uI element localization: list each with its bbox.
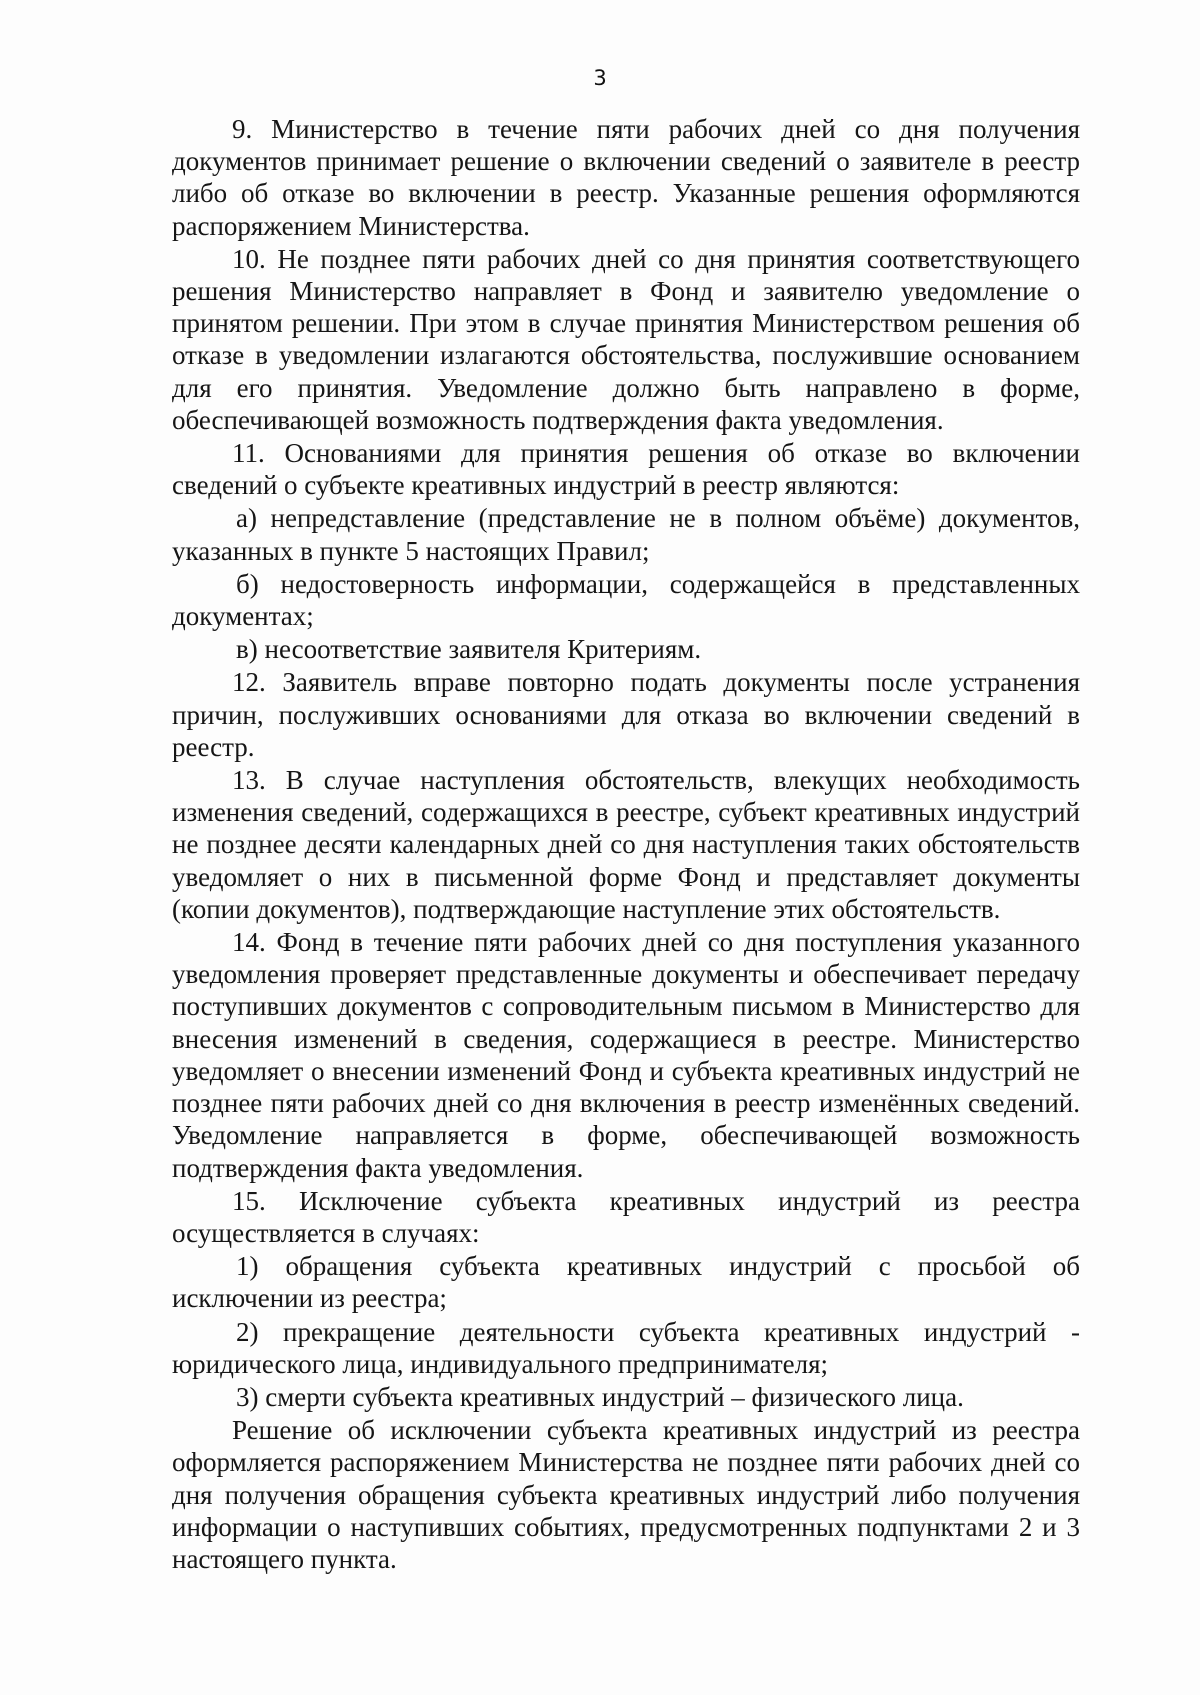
- paragraph-15-decision: Решение об исключении субъекта креативных индустрий из реестра оформляется распоряжением Министерства не позднее пяти рабочих дней со дня получения обращения субъекта креативных индустрий либо получения информации о наступивших событиях, предусмотренных подпунктами 2 и 3 настоящего пункта.: [172, 1415, 1080, 1574]
- subitem-2: 2) прекращение деятельности субъекта креативных индустрий - юридического лица, индивидуального предпринимателя;: [172, 1316, 1080, 1379]
- page-number: 3: [593, 66, 607, 90]
- document-body: [172, 113, 1080, 1576]
- subitem-1: 1) обращения субъекта креативных индустрий с просьбой об исключении из реестра;: [172, 1251, 1080, 1314]
- paragraph-10: 10. Не позднее пяти рабочих дней со дня принятия соответствующего решения Министерство направляет в Фонд и заявителю уведомление о принятом решении. При этом в случае принятия Министерством решения об отказе в уведомлении излагаются обстоятельства, послужившие основанием для его принятия. Уведомление должно быть направлено в форме, обеспечивающей возможность подтверждения факта уведомления.: [172, 243, 1080, 435]
- subitem-3: 3) смерти субъекта креативных индустрий – физического лица.: [236, 1381, 964, 1412]
- paragraph-13: 13. В случае наступления обстоятельств, влекущих необходимость изменения сведений, содержащихся в реестре, субъект креативных индустрий не позднее десяти календарных дней со дня наступления таких обстоятельств уведомляет о них в письменной форме Фонд и представляет документы (копии документов), подтверждающие наступление этих обстоятельств.: [172, 765, 1080, 924]
- subitem-b: б) недостоверность информации, содержащейся в представленных документах;: [172, 568, 1080, 632]
- paragraph-11: 11. Основаниями для принятия решения об отказе во включении сведений о субъекте креативных индустрий в реестр являются:: [172, 438, 1080, 501]
- paragraph-12: 12. Заявитель вправе повторно подать документы после устранения причин, послуживших основаниями для отказа во включении сведений в реестр.: [172, 667, 1080, 762]
- subitem-a: а) непредставление (представление не в полном объёме) документов, указанных в пункте 5 настоящих Правил;: [172, 503, 1080, 566]
- paragraph-14: 14. Фонд в течение пяти рабочих дней со дня поступления указанного уведомления проверяет представленные документы и обеспечивает передачу поступивших документов с сопроводительным письмом в Министерство для внесения изменений в сведения, содержащиеся в реестре. Министерство уведомляет о внесении изменений Фонд и субъекта креативных индустрий не позднее пяти рабочих дней со дня включения в реестр изменённых сведений. Уведомление направляется в форме, обеспечивающей возможность подтверждения факта уведомления.: [172, 927, 1080, 1183]
- paragraph-15: 15. Исключение субъекта креативных индустрий из реестра осуществляется в случаях:: [172, 1185, 1080, 1248]
- subitem-v: в) несоответствие заявителя Критериям.: [236, 634, 702, 665]
- paragraph-9: 9. Министерство в течение пяти рабочих дней со дня получения документов принимает решение о включении сведений о заявителе в реестр либо об отказе во включении в реестр. Указанные решения оформляются распоряжением Министерства.: [172, 114, 1080, 241]
